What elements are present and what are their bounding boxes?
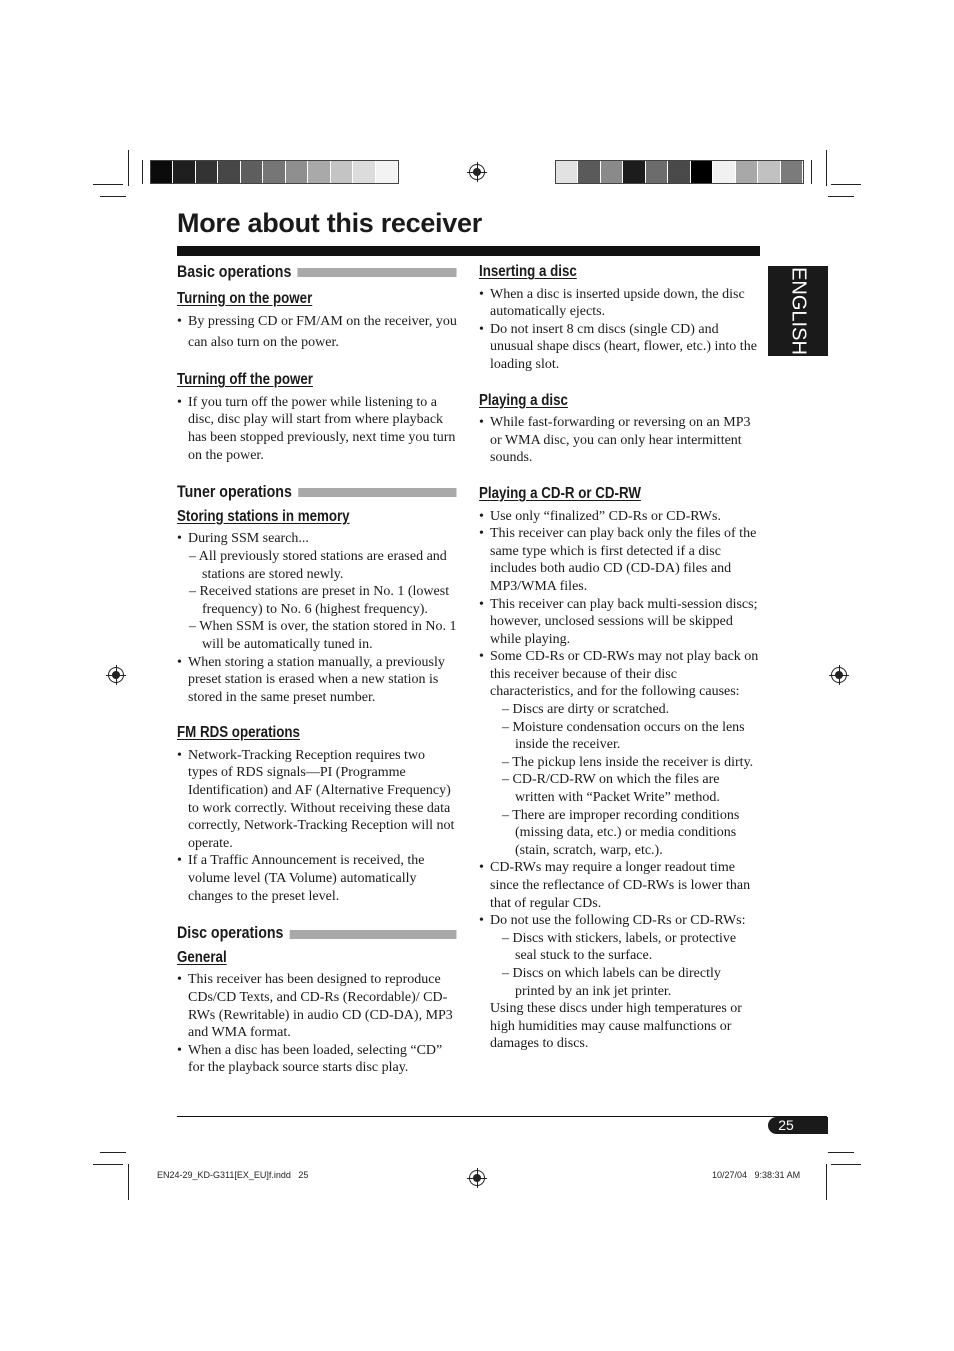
list-item: • Network-Tracking Reception requires two types of RDS signals—PI (Programme Identification) and AF (Alternative Frequency) to work correctly. Without receiving these data correctly, Network-Tracking Reception will not operate. — [177, 747, 457, 853]
sub-list — [177, 548, 457, 654]
list-general — [177, 971, 457, 1077]
list-playing-disc — [479, 414, 759, 467]
color-swatch — [713, 161, 735, 183]
color-swatch — [646, 161, 668, 183]
heading-turning-on: Turning on the power — [177, 289, 313, 307]
list-item: • CD-RWs may require a longer readout time since the reflectance of CD-RWs is lower than that of regular CDs. — [479, 859, 759, 912]
color-swatch — [758, 161, 780, 183]
color-swatch — [578, 161, 600, 183]
list-fm-rds — [177, 747, 457, 905]
color-swatch — [331, 161, 353, 183]
sub-list-item: – Discs are dirty or scratched. — [490, 701, 759, 719]
sub-list-item: – When SSM is over, the station stored in No. 1 will be automatically tuned in. — [177, 618, 457, 653]
grayscale-bar-right — [555, 160, 804, 184]
left-column — [177, 264, 457, 1077]
color-swatch — [173, 161, 195, 183]
grayscale-bar-left — [150, 160, 399, 184]
sub-list-item: – All previously stored stations are erased and stations are stored newly. — [177, 548, 457, 583]
sub-list-item: – There are improper recording conditions (missing data, etc.) or media conditions (stain, scratch, warp, etc.). — [490, 807, 759, 860]
heading-playing-disc: Playing a disc — [479, 391, 568, 409]
section-basic-operations: Basic operations — [177, 264, 457, 282]
color-swatch — [376, 161, 398, 183]
color-swatch — [556, 161, 578, 183]
registration-mark-left-icon — [108, 667, 124, 683]
list-turning-on — [177, 312, 457, 353]
heading-fm-rds: FM RDS operations — [177, 724, 300, 742]
list-item: • During SSM search... – All previously stored stations are erased and stations are stored newly. – Received stations are preset in No. 1 (lowest frequency) to No. 6 (highest frequency). – When SSM is over, the station stored in No. 1 will be automatically tuned in. — [177, 530, 457, 653]
list-playing-cdr — [479, 508, 759, 1001]
color-swatch — [623, 161, 645, 183]
color-swatch — [353, 161, 375, 183]
color-swatch — [263, 161, 285, 183]
title-rule — [177, 246, 760, 256]
list-turning-off — [177, 394, 457, 464]
color-swatch — [218, 161, 240, 183]
list-item: • When a disc has been loaded, selecting “CD” for the playback source starts disc play. — [177, 1042, 457, 1077]
color-swatch — [668, 161, 690, 183]
color-swatch — [151, 161, 173, 183]
list-item: • By pressing CD or FM/AM on the receiver, you can also turn on the power. — [177, 312, 457, 353]
note-text: Using these discs under high temperatures or high humidities may cause malfunctions or damages to discs. — [490, 1001, 742, 1052]
color-swatch — [196, 161, 218, 183]
sub-list — [490, 930, 759, 1000]
color-swatch — [736, 161, 758, 183]
footer-filename: EN24-29_KD-G311[EX_EU]f.indd 25 — [157, 1170, 309, 1180]
page-title: More about this receiver — [177, 208, 482, 238]
list-item: • This receiver has been designed to reproduce CDs/CD Texts, and CD-Rs (Recordable)/ CD-RWs (Rewritable) in audio CD (CD-DA), MP3 and WMA format. — [177, 971, 457, 1041]
sub-list-item: – Moisture condensation occurs on the lens inside the receiver. — [490, 719, 759, 754]
sub-list-item: – Discs on which labels can be directly printed by an ink jet printer. — [490, 965, 759, 1000]
page-number-badge — [768, 1117, 828, 1134]
list-item: • Some CD-Rs or CD-RWs may not play back on this receiver because of their disc characteristics, and for the following causes: – Discs are dirty or scratched. – Moisture condensation occurs on the lens inside the receiver. – The pickup lens inside the receiver is dirty. – CD-R/CD-RW on which the files are written with “Packet Write” method. – There are improper recording conditions (missing data, etc.) or media conditions (stain, scratch, warp, etc.). — [479, 648, 759, 859]
heading-playing-cdr: Playing a CD-R or CD-RW — [479, 484, 641, 502]
language-tab-label: ENGLISH — [787, 267, 810, 355]
list-item: • Do not use the following CD-Rs or CD-RWs: – Discs with stickers, labels, or protective seal stuck to the surface. – Discs on which labels can be directly printed by an ink jet printer. — [479, 912, 759, 1000]
right-column — [479, 263, 759, 1053]
list-item: • This receiver can play back multi-session discs; however, unclosed sessions will be skipped while playing. — [479, 596, 759, 649]
list-item: • This receiver can play back only the files of the same type which is first detected if a disc includes both audio CD (CD-DA) files and MP3/WMA files. — [479, 525, 759, 595]
list-item: • Use only “finalized” CD-Rs or CD-RWs. — [479, 508, 759, 526]
list-item: • If a Traffic Announcement is received, the volume level (TA Volume) automatically changes to the preset level. — [177, 852, 457, 905]
section-disc-operations: Disc operations — [177, 925, 457, 943]
list-item: • When a disc is inserted upside down, the disc automatically ejects. — [479, 286, 759, 321]
bottom-rule — [177, 1116, 827, 1117]
color-swatch — [286, 161, 308, 183]
sub-list — [490, 701, 759, 859]
list-storing-stations — [177, 530, 457, 706]
color-swatch — [601, 161, 623, 183]
page-number: 25 — [778, 1117, 794, 1133]
heading-inserting-disc: Inserting a disc — [479, 263, 577, 280]
sub-list-item: – CD-R/CD-RW on which the files are written with “Packet Write” method. — [490, 771, 759, 806]
color-swatch — [241, 161, 263, 183]
color-swatch — [781, 161, 803, 183]
heading-turning-off: Turning off the power — [177, 371, 314, 389]
heading-storing-stations: Storing stations in memory — [177, 507, 350, 525]
list-item: • When storing a station manually, a previously preset station is erased when a new station is stored in the same preset number. — [177, 654, 457, 707]
sub-list-item: – Received stations are preset in No. 1 (lowest frequency) to No. 6 (highest frequency). — [177, 583, 457, 618]
registration-mark-right-icon — [831, 667, 847, 683]
registration-mark-bottom-icon — [469, 1170, 485, 1186]
list-item: • While fast-forwarding or reversing on an MP3 or WMA disc, you can only hear intermittent sounds. — [479, 414, 759, 467]
language-tab — [768, 266, 828, 356]
list-item: • Do not insert 8 cm discs (single CD) and unusual shape discs (heart, flower, etc.) into the loading slot. — [479, 321, 759, 374]
section-tuner-operations: Tuner operations — [177, 484, 457, 502]
footer-timestamp: 10/27/04 9:38:31 AM — [712, 1170, 801, 1180]
sub-list-item: – The pickup lens inside the receiver is dirty. — [490, 754, 759, 772]
heading-general: General — [177, 948, 227, 966]
registration-mark-top-icon — [469, 164, 485, 180]
list-inserting-disc — [479, 286, 759, 374]
sub-list-item: – Discs with stickers, labels, or protective seal stuck to the surface. — [490, 930, 759, 965]
color-swatch — [308, 161, 330, 183]
list-item: • If you turn off the power while listening to a disc, disc play will start from where playback has been stopped previously, next time you turn on the power. — [177, 394, 457, 464]
color-swatch — [691, 161, 713, 183]
